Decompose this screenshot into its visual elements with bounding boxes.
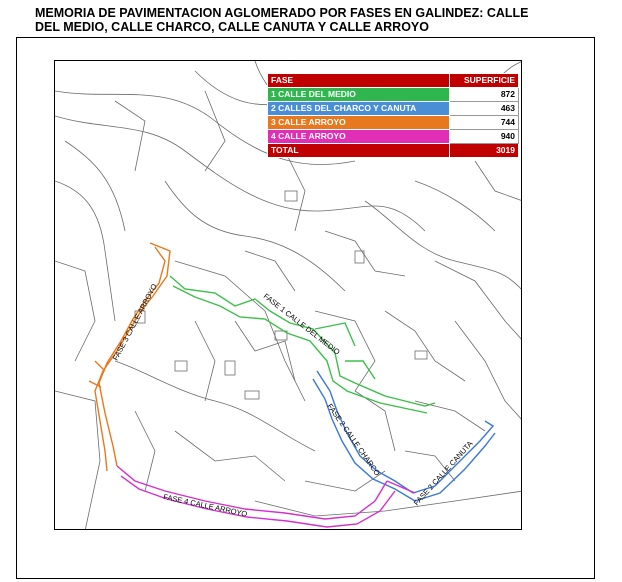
legend-value: 744	[449, 116, 518, 130]
fase-4-route[interactable]	[117, 466, 415, 527]
fase-1-route[interactable]	[170, 276, 435, 413]
legend-row-fase-3	[268, 116, 519, 130]
legend-header-fase: FASE	[268, 74, 450, 88]
map-label-fase-3: FASE 3 CALLE ARROYO	[110, 282, 159, 362]
legend-row-fase-4	[268, 130, 519, 144]
legend-value: 463	[449, 102, 518, 116]
map-label-fase-4: FASE 4 CALLE ARROYO	[162, 492, 249, 519]
legend-total-label: TOTAL	[268, 144, 450, 158]
legend-value: 940	[449, 130, 518, 144]
title-line-1: MEMORIA DE PAVIMENTACION AGLOMERADO POR FASES EN GALINDEZ: CALLE	[35, 6, 529, 20]
legend-label: 2 CALLES DEL CHARCO Y CANUTA	[268, 102, 450, 116]
fase-2-route[interactable]	[313, 371, 495, 501]
legend-row-fase-1	[268, 88, 519, 102]
legend-value: 872	[449, 88, 518, 102]
map-label-fase-1: FASE 1 CALLE DEL MEDIO	[261, 291, 342, 357]
title-line-2: DEL MEDIO, CALLE CHARCO, CALLE CANUTA Y CALLE ARROYO	[35, 20, 429, 34]
legend-label: 4 CALLE ARROYO	[268, 130, 450, 144]
legend-table	[267, 73, 519, 158]
legend-total-value: 3019	[449, 144, 518, 158]
legend-total-row	[268, 144, 519, 158]
legend-label: 3 CALLE ARROYO	[268, 116, 450, 130]
legend-header-superficie: SUPERFICIE	[449, 74, 518, 88]
page-title	[35, 6, 595, 34]
map-label-fase-2: FASE 2 CALLE CHARCO	[325, 401, 382, 478]
fase-3-route[interactable]	[89, 243, 170, 471]
legend-row-fase-2	[268, 102, 519, 116]
legend-label: 1 CALLE DEL MEDIO	[268, 88, 450, 102]
legend-header-row	[268, 74, 519, 88]
map-label-fase-2b: FASE 2 CALLE CANUTA	[411, 439, 475, 508]
